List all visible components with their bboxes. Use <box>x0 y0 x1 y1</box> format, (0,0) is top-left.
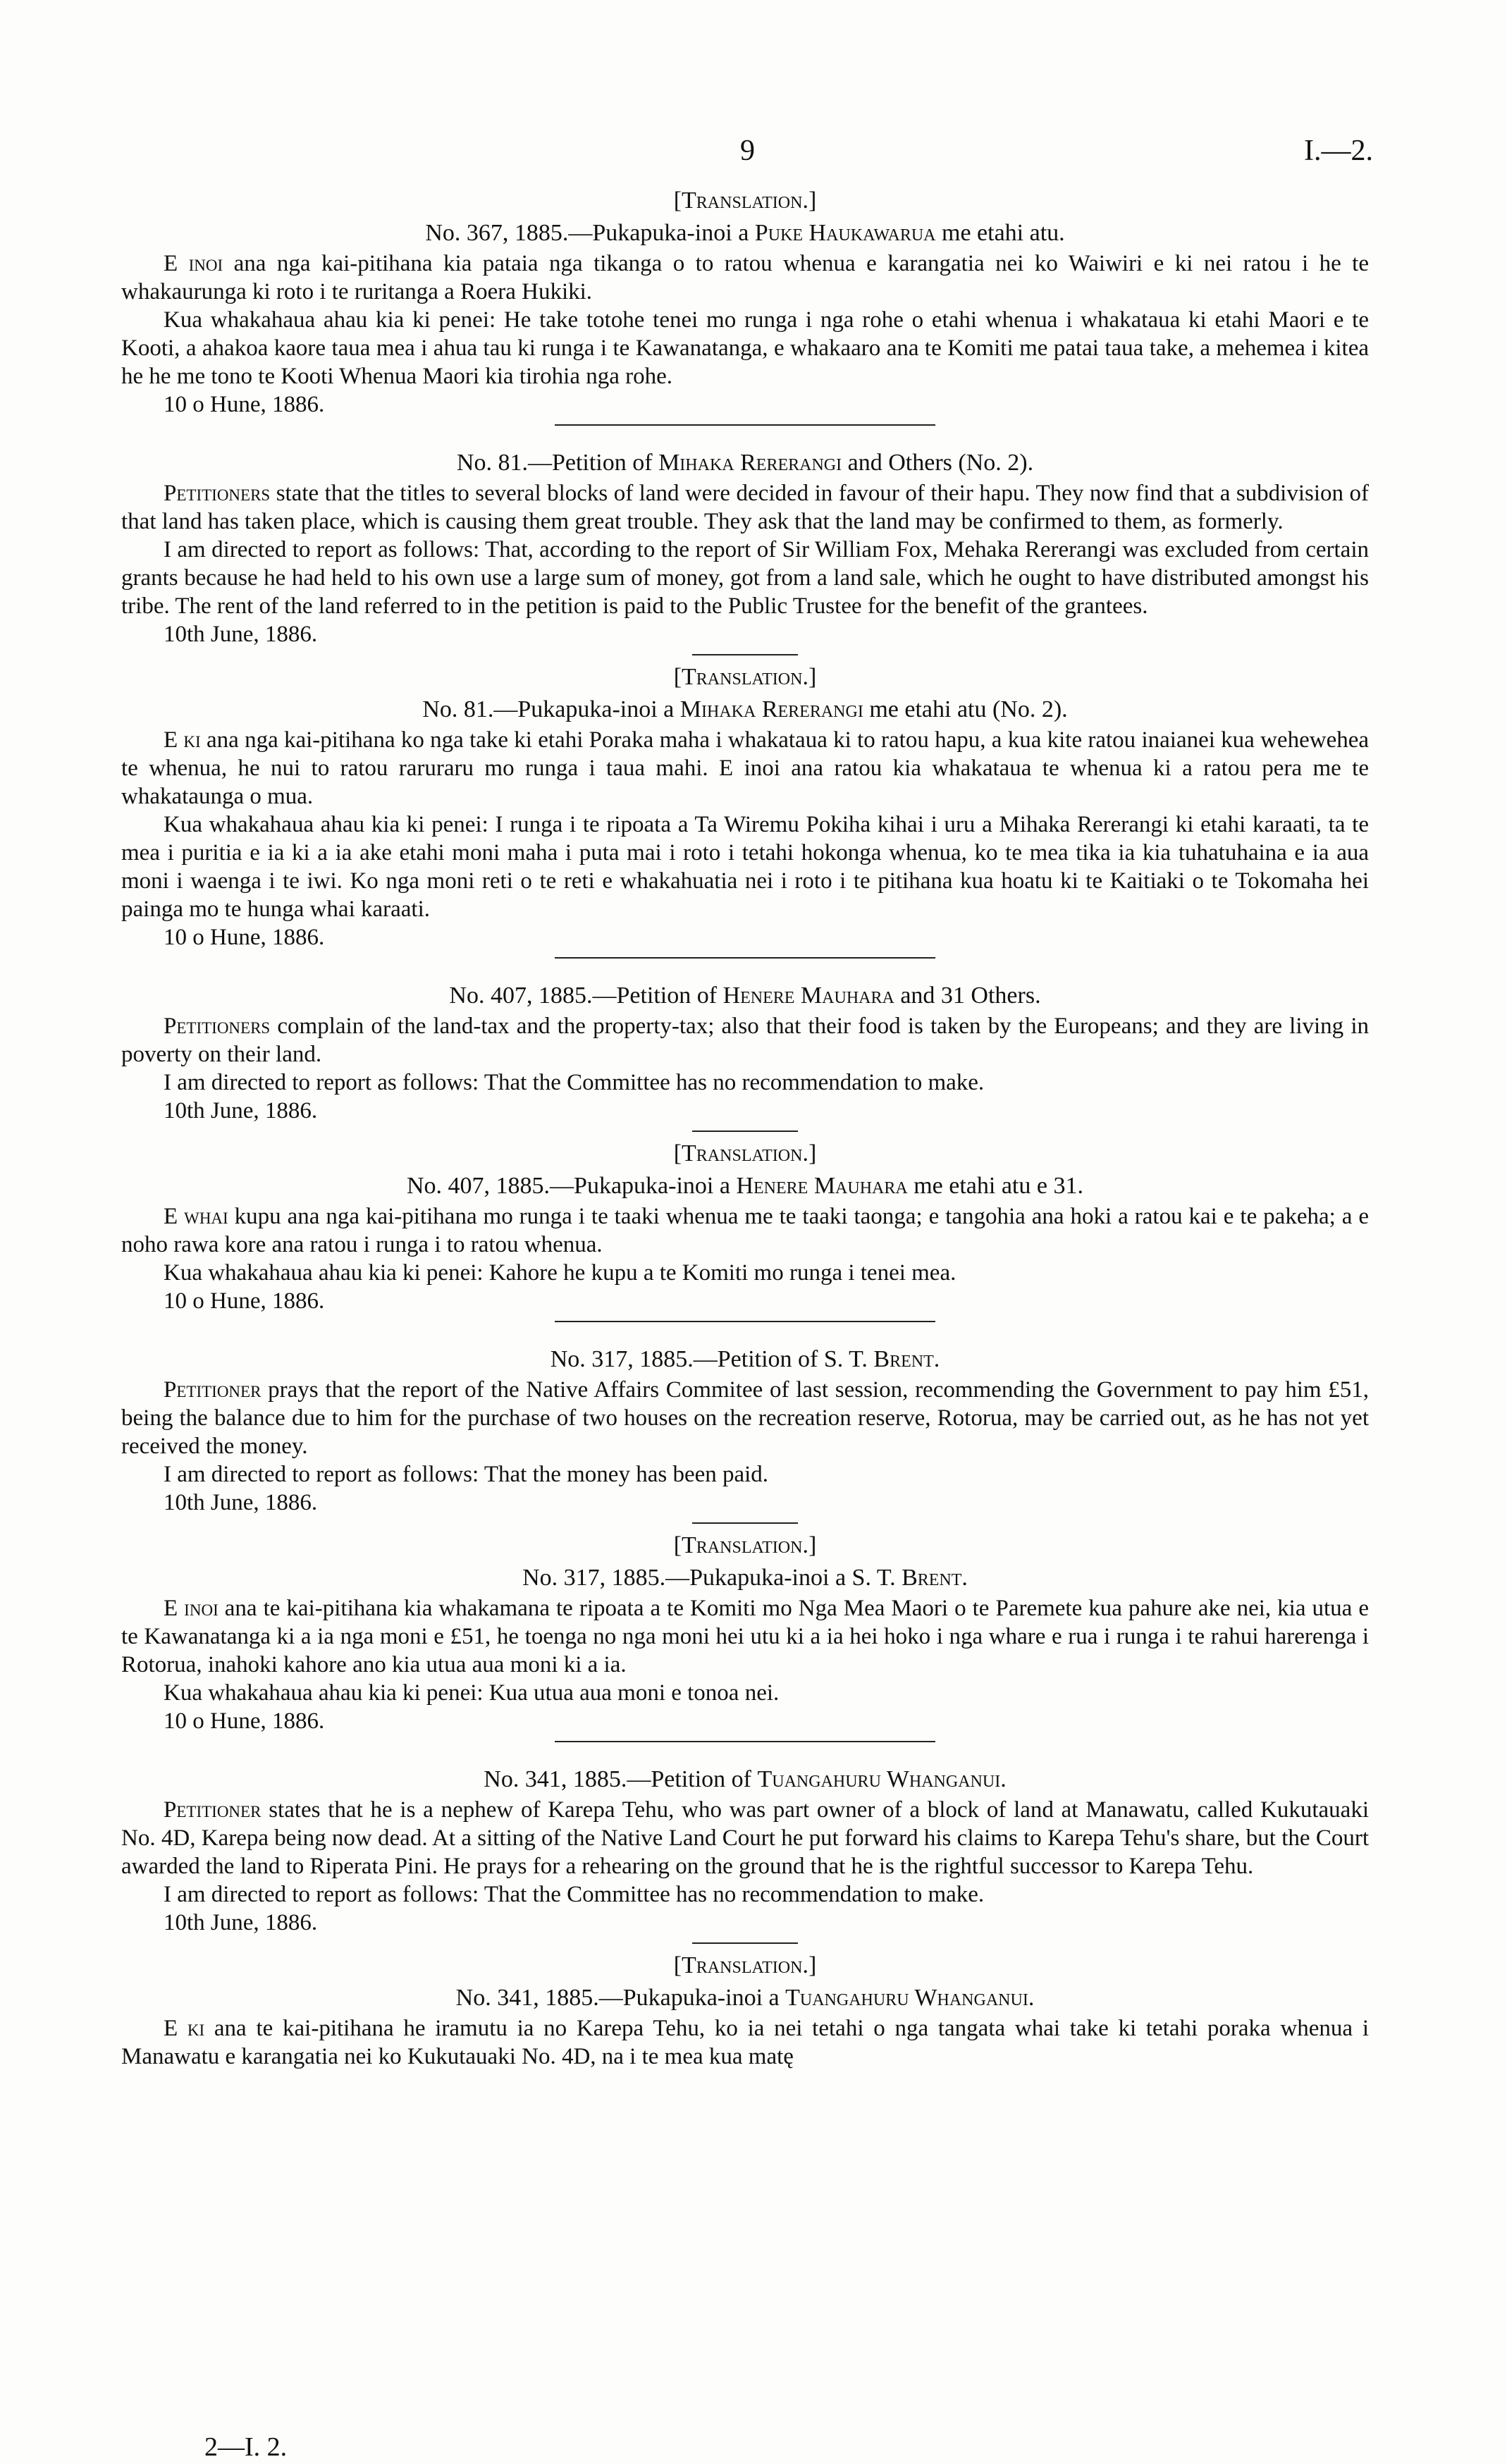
report-paragraph: Kua whakahaua ahau kia ki penei: Kahore he kupu a te Komiti mo runga i tenei mea. <box>164 1260 957 1286</box>
report-paragraph: Kua whakahaua ahau kia ki penei: I runga i te ripoata a Ta Wiremu Pokiha kihai i uru a Mihaka Rererangi ki etahi karaati, ta te mea i puritia e ia ki a ia ake etahi moni maha i puta mai i roto i tetahi hokonga whenua, ko te mea tika ia kia tuhatuhaina e ia aua moni i waenga i te iwi. Ko nga moni reti o te reti e whakahuatia nei i roto i te pitihana kua hoatu ki te Kaitiaki o te Tokomaha hei painga mo te hunga whai karaati. <box>121 812 1369 922</box>
report-paragraph: I am directed to report as follows: That the Committee has no recommendation to make. <box>164 1070 985 1095</box>
section-title: No. 81.—Pukapuka-inoi a Mihaka Rererangi me etahi atu (No. 2). <box>422 696 1068 722</box>
petition-paragraph: Petitioner prays that the report of the Native Affairs Commitee of last session, recommending the Government to pay him £51, being the balance due to him for the purchase of two houses on the recreation reserve, Rotorua, may be carried out, as he has not yet received the money. <box>121 1377 1369 1459</box>
section-divider <box>692 1942 798 1944</box>
section-title: No. 341, 1885.—Petition of Tuangahuru Whanganui. <box>484 1766 1007 1792</box>
document-reference: I.—2. <box>1304 135 1373 167</box>
report-date: 10th June, 1886. <box>164 622 318 647</box>
report-date: 10th June, 1886. <box>164 1098 318 1123</box>
petition-paragraph: E ki ana te kai-pitihana he iramutu ia no Karepa Tehu, ko ia nei tetahi o nga tangata whai take ki tetahi poraka whenua i Manawatu e karangatia nei ko Kukutauaki No. 4D, na i te mea kua matę <box>121 2016 1369 2069</box>
section-title: No. 341, 1885.—Pukapuka-inoi a Tuangahuru Whanganui. <box>455 1985 1035 2011</box>
section-title: No. 317, 1885.—Petition of S. T. Brent. <box>550 1346 940 1372</box>
report-paragraph: I am directed to report as follows: That the Committee has no recommendation to make. <box>164 1882 985 1907</box>
section-petition-367-translation <box>121 185 1369 426</box>
petition-paragraph: Petitioner states that he is a nephew of Karepa Tehu, who was part owner of a block of land at Manawatu, called Kukutauaki No. 4D, Karepa being now dead. At a sitting of the Native Land Court he put forward his claims to Karepa Tehu's share, but the Court awarded the land to Riperata Pini. He prays for a rehearing on the ground that he is the rightful successor to Karepa Tehu. <box>121 1797 1369 1879</box>
section-petition-341-translation <box>121 1949 1369 2071</box>
section-petition-341 <box>121 1763 1369 1944</box>
translation-label: [Translation.] <box>673 1140 817 1166</box>
section-divider <box>692 654 798 655</box>
section-petition-81 <box>121 447 1369 655</box>
report-date: 10 o Hune, 1886. <box>164 392 325 417</box>
report-date: 10th June, 1886. <box>164 1910 318 1935</box>
report-date: 10 o Hune, 1886. <box>164 1288 325 1314</box>
section-divider <box>692 1522 798 1524</box>
section-petition-317-translation <box>121 1529 1369 1742</box>
report-paragraph: I am directed to report as follows: That, according to the report of Sir William Fox, Mehaka Rererangi was excluded from certain grants because he had held to his own use a large sum of money, got from a land sale, which he ought to have distributed amongst his tribe. The rent of the land referred to in the petition is paid to the Public Trustee for the benefit of the grantees. <box>121 537 1369 619</box>
report-date: 10th June, 1886. <box>164 1490 318 1515</box>
section-petition-81-translation <box>121 661 1369 959</box>
section-divider <box>555 1741 935 1742</box>
translation-label: [Translation.] <box>673 664 817 690</box>
section-title: No. 407, 1885.—Petition of Henere Mauhara and 31 Others. <box>449 982 1041 1009</box>
section-divider <box>555 424 935 426</box>
section-divider <box>692 1131 798 1132</box>
section-petition-407 <box>121 980 1369 1132</box>
section-divider <box>555 957 935 959</box>
section-title: No. 407, 1885.—Pukapuka-inoi a Henere Mauhara me etahi atu e 31. <box>407 1173 1083 1199</box>
signature-mark: 2—I. 2. <box>204 2432 288 2462</box>
petition-paragraph: Petitioners state that the titles to several blocks of land were decided in favour of their hapu. They now find that a subdivision of that land has taken place, which is causing them great trouble. They ask that the land may be confirmed to them, as formerly. <box>121 481 1369 534</box>
section-divider <box>555 1321 935 1322</box>
petition-paragraph: E whai kupu ana nga kai-pitihana mo runga i te taaki whenua me te taaki taonga; e tangohia ana hoki a ratou kai e te pakeha; a e noho rawa kore ana ratou i runga i to ratou whenua. <box>121 1204 1370 1257</box>
section-title: No. 317, 1885.—Pukapuka-inoi a S. T. Brent. <box>522 1565 968 1591</box>
petition-paragraph: Petitioners complain of the land-tax and the property-tax; also that their food is taken by the Europeans; and they are living in poverty on their land. <box>121 1014 1369 1067</box>
translation-label: [Translation.] <box>673 1952 817 1978</box>
report-date: 10 o Hune, 1886. <box>164 925 325 950</box>
petition-paragraph: E inoi ana nga kai-pitihana kia pataia nga tikanga o to ratou whenua e karangatia nei ko Waiwiri e ki nei ratou i he te whakaurunga ki roto i te ruritanga a Roera Hukiki. <box>121 251 1369 304</box>
report-date: 10 o Hune, 1886. <box>164 1708 325 1734</box>
section-petition-317 <box>121 1343 1369 1524</box>
translation-label: [Translation.] <box>673 187 817 214</box>
petition-paragraph: E inoi ana te kai-pitihana kia whakamana te ripoata a te Komiti mo Nga Mea Maori o te Paremete kua pahure ake nei, kia utua e te Kawanatanga ki a ia nga moni e £51, he toenga no nga moni hei utu ki a ia hei hoko i nga whare e rua i runga i te rahui harerenga i Rotorua, inahoki kahore ano kia utua aua moni ki a ia. <box>121 1596 1369 1677</box>
translation-label: [Translation.] <box>673 1532 817 1558</box>
report-paragraph: Kua whakahaua ahau kia ki penei: He take totohe tenei mo runga i nga rohe o etahi whenua i whakataua ki etahi Maori e te Kooti, a ahakoa kaore taua mea i ahua tau ki runga i te Kawanatanga, e whakaaro ana te Komiti me patai taua take, a mehemea i kitea he he me tono te Kooti Whenua Maori kia tirohia nga rohe. <box>121 307 1369 389</box>
report-paragraph: I am directed to report as follows: That the money has been paid. <box>164 1462 769 1487</box>
petition-paragraph: E ki ana nga kai-pitihana ko nga take ki etahi Poraka maha i whakataua ki to ratou hapu, a kua kite ratou inaianei kua wehewehea te whenua, he nui to ratou raruraru mo runga i taua mahi. E inoi ana ratou kia whakataua te whenua ki a ratou pera me te whakataunga o mua. <box>121 727 1370 809</box>
section-petition-407-translation <box>121 1138 1369 1322</box>
section-title: No. 81.—Petition of Mihaka Rererangi and Others (No. 2). <box>456 450 1034 476</box>
main-column <box>121 185 1369 2071</box>
section-title: No. 367, 1885.—Pukapuka-inoi a Puke Haukawarua me etahi atu. <box>425 220 1065 246</box>
report-paragraph: Kua whakahaua ahau kia ki penei: Kua utua aua moni e tonoa nei. <box>164 1680 780 1706</box>
page-number: 9 <box>740 135 755 167</box>
